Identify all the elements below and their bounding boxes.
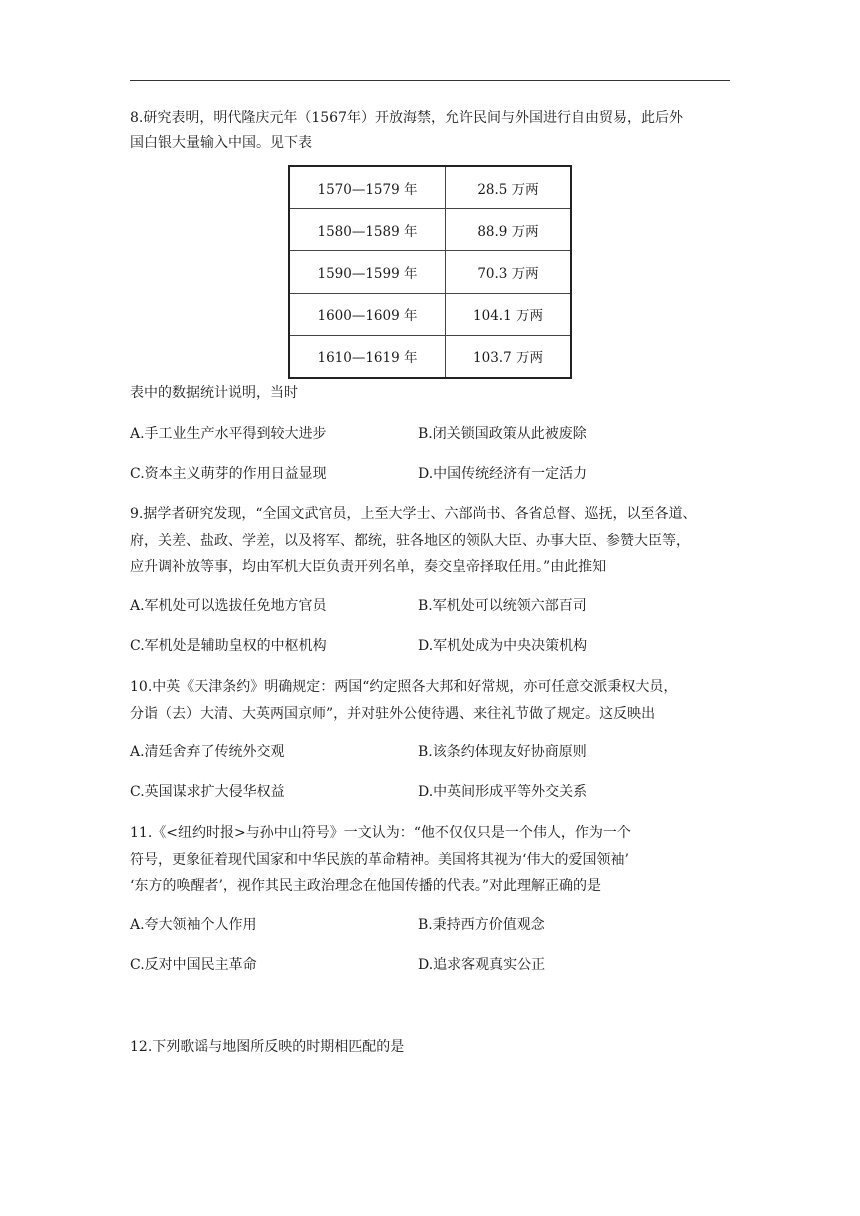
table-cell-amount: 70.3 万两 xyxy=(446,251,572,293)
q10-option-d[interactable]: D.中英间形成平等外交关系 xyxy=(418,784,588,800)
q11-option-b[interactable]: B.秉持西方价值观念 xyxy=(418,917,545,933)
q8-after-table: 表中的数据统计说明，当时 xyxy=(130,385,298,401)
table-cell-period: 1570—1579 年 xyxy=(289,166,446,209)
q10-option-b[interactable]: B.该条约体现友好协商原则 xyxy=(418,744,587,760)
table-cell-period: 1600—1609 年 xyxy=(289,293,446,335)
q10-option-c[interactable]: C.英国谋求扩大侵华权益 xyxy=(130,784,285,800)
table-cell-amount: 104.1 万两 xyxy=(446,293,572,335)
q9-stem-line1: 9.据学者研究发现，“全国文武官员，上至大学士、六部尚书、各省总督、巡抚，以至各道、 xyxy=(130,506,697,522)
q11-stem-line2: 符号，更象征着现代国家和中华民族的革命精神。美国将其视为‘伟大的爱国领袖’ xyxy=(130,852,629,868)
q11-option-d[interactable]: D.追求客观真实公正 xyxy=(418,957,546,973)
q8-stem-line2: 国白银大量输入中国。见下表 xyxy=(130,135,312,151)
q9-stem-line2: 府，关差、盐政、学差，以及将军、都统，驻各地区的领队大臣、办事大臣、参赞大臣等， xyxy=(130,533,690,549)
table-row xyxy=(289,335,571,378)
table-cell-period: 1590—1599 年 xyxy=(289,251,446,293)
q9-option-b[interactable]: B.军机处可以统领六部百司 xyxy=(418,598,587,614)
q8-option-b[interactable]: B.闭关锁国政策从此被废除 xyxy=(418,426,587,442)
q8-option-d[interactable]: D.中国传统经济有一定活力 xyxy=(418,466,588,482)
table-row xyxy=(289,166,571,209)
q8-option-c[interactable]: C.资本主义萌芽的作用日益显现 xyxy=(130,466,327,482)
q11-option-a[interactable]: A.夸大领袖个人作用 xyxy=(130,917,257,933)
table-row xyxy=(289,209,571,251)
q11-stem-line1: 11.《<纽约时报>与孙中山符号》一文认为：“他不仅仅只是一个伟人，作为一个 xyxy=(130,825,631,841)
table-cell-amount: 28.5 万两 xyxy=(446,166,572,209)
q11-option-c[interactable]: C.反对中国民主革命 xyxy=(130,957,257,973)
silver-import-table xyxy=(288,165,572,379)
table-row xyxy=(289,251,571,293)
q8-stem-line1: 8.研究表明，明代隆庆元年（1567年）开放海禁，允许民间与外国进行自由贸易，此后外 xyxy=(130,110,683,126)
q8-option-a[interactable]: A.手工业生产水平得到较大进步 xyxy=(130,426,327,442)
table-cell-period: 1610—1619 年 xyxy=(289,335,446,378)
q9-option-c[interactable]: C.军机处是辅助皇权的中枢机构 xyxy=(130,638,327,654)
q9-stem-line3: 应升调补放等事，均由军机大臣负责开列名单，奏交皇帝择取任用。”由此推知 xyxy=(130,559,607,575)
table-row xyxy=(289,293,571,335)
q10-option-a[interactable]: A.清廷舍弃了传统外交观 xyxy=(130,744,285,760)
q10-stem-line1: 10.中英《天津条约》明确规定：两国“约定照各大邦和好常规，亦可任意交派秉权大员， xyxy=(130,679,678,695)
header-rule xyxy=(130,80,730,81)
table-cell-period: 1580—1589 年 xyxy=(289,209,446,251)
q9-option-d[interactable]: D.军机处成为中央决策机构 xyxy=(418,638,588,654)
q9-option-a[interactable]: A.军机处可以选拔任免地方官员 xyxy=(130,598,327,614)
q12-stem: 12.下列歌谣与地图所反映的时期相匹配的是 xyxy=(130,1039,405,1055)
q11-stem-line3: ‘东方的唤醒者’，视作其民主政治理念在他国传播的代表。”对此理解正确的是 xyxy=(130,878,602,894)
table-cell-amount: 103.7 万两 xyxy=(446,335,572,378)
q10-stem-line2: 分诣（去）大清、大英两国京师”，并对驻外公使待遇、来往礼节做了规定。这反映出 xyxy=(130,706,656,722)
table-cell-amount: 88.9 万两 xyxy=(446,209,572,251)
